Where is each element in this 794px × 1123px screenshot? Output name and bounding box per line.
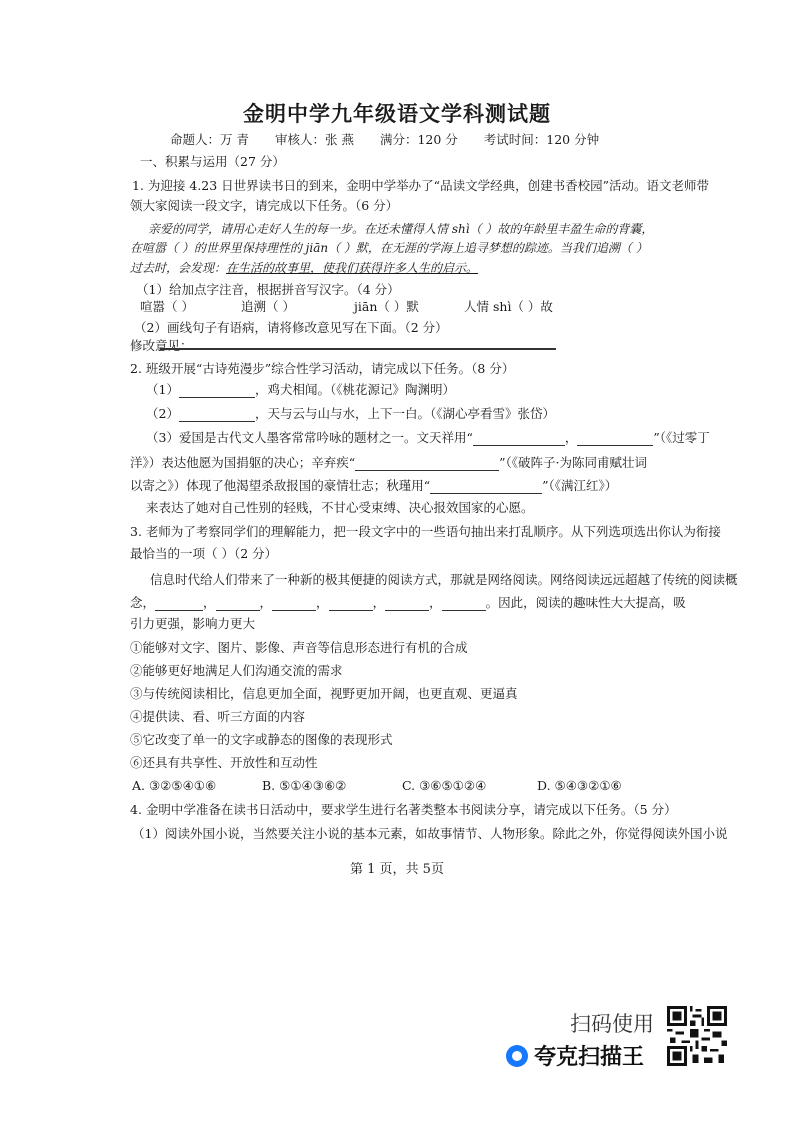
q4-sub1: （1）阅读外国小说，当然要关注小说的基本元素，如故事情节、人物形象。除此之外，你觉得阅读外国小说	[132, 826, 728, 841]
q3-option: ②能够更好地满足人们沟通交流的需求	[130, 663, 343, 678]
q2-line-3c: 以寄之》）体现了他渴望杀敌报国的豪情壮志；秋瑾用“ ”（《满江红》）	[130, 478, 618, 493]
q2-line-2: （2） ，天与云与山与水，上下一白。（《湖心亭看雪》张岱）	[146, 406, 555, 421]
q3-choice-a[interactable]: A. ③②⑤④①⑥	[132, 778, 217, 793]
fill-blank[interactable]	[329, 610, 373, 611]
q3-choice-d[interactable]: D. ⑤④③②①⑥	[537, 778, 622, 793]
q1-sub1: （1）给加点字注音，根据拼音写汉字。（4 分）	[136, 282, 400, 297]
q3-choice-c[interactable]: C. ③⑥⑤①②④	[402, 778, 487, 793]
q1-intro-b: 领大家阅读一段文字，请完成以下任务。（6 分）	[130, 198, 399, 213]
q3-option: ④提供读、看、听三方面的内容	[130, 709, 306, 724]
fill-blank[interactable]	[155, 610, 203, 611]
q2-intro: 2. 班级开展“古诗苑漫步”综合性学习活动，请完成以下任务。（8 分）	[130, 361, 515, 376]
q3-para-b: 念， ， ， ， ， ， 。因此，阅读的趣味性大大提高，吸	[130, 595, 686, 610]
meta-author: 命题人：万 青	[170, 132, 249, 147]
q1-passage-b: 在喧嚣（ ）的世界里保持理性的 jiān（ ）默，在无涯的学海上追寻梦想的踪迹。当我们追溯（ ）	[130, 241, 648, 255]
q3-intro-a: 3. 老师为了考察同学们的理解能力，把一段文字中的一些语句抽出来打乱顺序。从下列选项选出你认为衔接	[130, 524, 721, 539]
q1-word-2: jiān（ ）默	[354, 299, 419, 314]
q3-option: ⑥还具有共享性、开放性和互动性	[130, 755, 318, 770]
q3-option: ①能够对文字、图片、影像、声音等信息形态进行有机的合成	[130, 640, 468, 655]
q2-line-3d: 来表达了她对自己性别的轻贱，不甘心受束缚、决心报效国家的心愿。	[146, 500, 534, 515]
q3-intro-b: 最恰当的一项（ ）（2 分）	[130, 546, 278, 561]
q1-word-1: 追溯（ ）	[241, 299, 295, 314]
q2-line-3a: （3）爱国是古代文人墨客常常吟咏的题材之一。文天祥用“ ， ”（《过零丁	[146, 430, 710, 445]
q2-line-3b: 洋》）表达他愿为国捐躯的决心；辛弃疾“ ”（《破阵子·为陈同甫赋壮词	[130, 455, 648, 470]
fill-blank[interactable]	[355, 470, 499, 471]
q2-line-1: （1） ，鸡犬相闻。（《桃花源记》陶渊明）	[146, 382, 455, 397]
qr-code-icon[interactable]	[667, 1006, 727, 1066]
fill-blank[interactable]	[179, 397, 255, 398]
fill-blank[interactable]	[442, 610, 486, 611]
q1-underlined-sentence: 在生活的故事里，使我们获得许多人生的启示。	[226, 261, 479, 275]
page-title: 金明中学九年级语文学科测试题	[243, 101, 551, 126]
q1-passage-c1: 过去时，会发现：	[130, 261, 227, 275]
answer-line	[160, 348, 556, 350]
q4-intro: 4. 金明中学准备在读书日活动中，要求学生进行名著类整本书阅读分享，请完成以下任务。（5 分）	[130, 802, 677, 817]
brand-logo-icon	[506, 1045, 528, 1067]
q3-option: ③与传统阅读相比，信息更加全面，视野更加开阔，也更直观、更逼真	[130, 686, 518, 701]
q1-word-3: 人情 shì（ ）故	[464, 299, 553, 314]
brand-watermark	[506, 1040, 644, 1071]
q3-para-c: 引力更强，影响力更大	[130, 616, 256, 631]
fill-blank[interactable]	[430, 493, 542, 494]
q1-word-0: 喧嚣（ ）	[140, 299, 194, 314]
meta-reviewer: 审核人：张 燕	[274, 132, 354, 147]
q3-para-a: 信息时代给人们带来了一种新的极其便捷的阅读方式，那就是网络阅读。网络阅读远远超越了传统的阅读概	[150, 572, 738, 587]
q1-sub2: （2）画线句子有语病，请将修改意见写在下面。（2 分）	[134, 320, 448, 335]
exam-meta	[170, 130, 621, 148]
page-footer: 第 1 页，共 5页	[350, 862, 444, 877]
q1-revise-label: 修改意见：	[130, 338, 193, 353]
fill-blank[interactable]	[216, 610, 260, 611]
q3-choice-b[interactable]: B. ⑤①④③⑥②	[262, 778, 347, 793]
scan-label: 扫码使用	[570, 1012, 654, 1036]
q1-passage-c	[130, 260, 478, 276]
meta-time: 考试时间：120 分钟	[483, 132, 600, 147]
fill-blank[interactable]	[385, 610, 429, 611]
fill-blank[interactable]	[272, 610, 316, 611]
fill-blank[interactable]	[577, 445, 653, 446]
brand-name: 夸克扫描王	[534, 1045, 645, 1070]
section-heading: 一、积累与运用（27 分）	[140, 154, 285, 169]
meta-score: 满分：120 分	[379, 132, 458, 147]
q1-passage-a: 亲爱的同学，请用心走好人生的每一步。在还未懂得人情 shì（ ）故的年龄里丰盈生命的背囊，	[148, 222, 654, 236]
fill-blank[interactable]	[473, 445, 565, 446]
fill-blank[interactable]	[179, 421, 255, 422]
q1-intro-a: 1. 为迎接 4.23 日世界读书日的到来，金明中学举办了“品读文学经典，创建书香校园”活动。语文老师带	[132, 178, 709, 193]
q3-option: ⑤它改变了单一的文字或静态的图像的表现形式	[130, 732, 393, 747]
